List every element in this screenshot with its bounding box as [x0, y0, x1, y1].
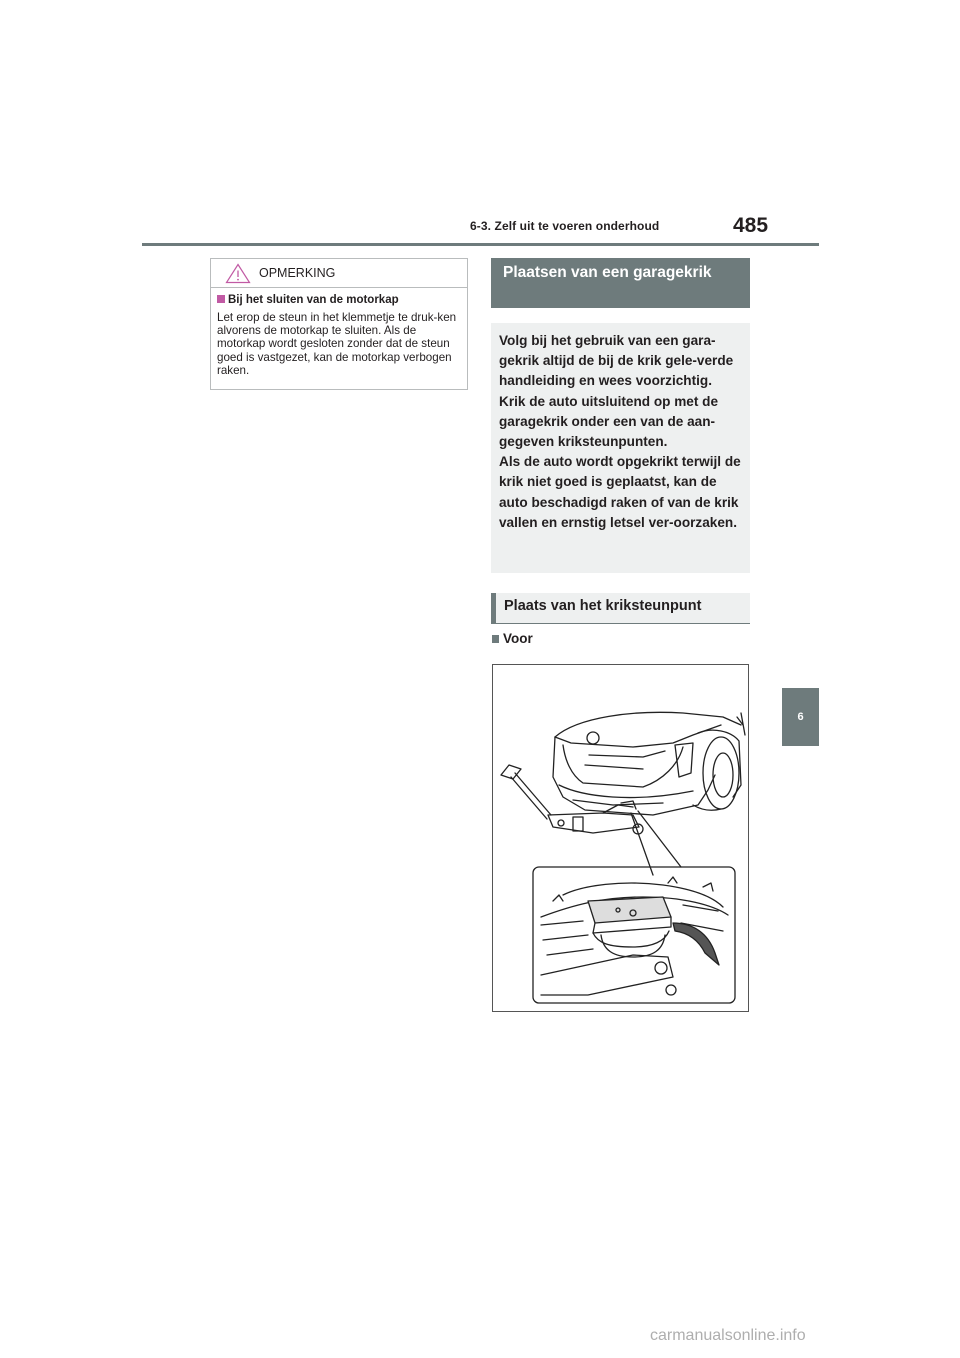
- subheading-front: [492, 631, 533, 646]
- notice-body: Let erop de steun in het klemmetje te druk-ken alvorens de motorkap te sluiten. Als de motorkap wordt gesloten zonder dat de steun goed is vastgezet, kan de motorkap verbogen raken.: [217, 311, 457, 377]
- square-bullet-icon: [217, 295, 225, 303]
- warning-text: Volg bij het gebruik van een gara-gekrik altijd de bij de krik gele-verde handleiding en wees voorzichtig. Krik de auto uitsluitend op met de garagekrik onder een van de aan-gegeven kriksteunpunten. Als de auto wordt opgekrikt terwijl de krik niet goed is geplaatst, kan de auto beschadigd raken of van de krik vallen en ernstig letsel ver-oorzaken.: [499, 333, 741, 530]
- notice-subheading: [217, 294, 399, 306]
- chapter-number: 6: [797, 711, 804, 723]
- warning-triangle-icon: [225, 263, 251, 284]
- jack-point-detail-drawing: [541, 877, 728, 995]
- page-number: 485: [733, 214, 769, 237]
- car-jack-drawing: [493, 665, 748, 1011]
- notice-header: [211, 259, 467, 288]
- floor-jack-drawing: [501, 765, 643, 834]
- chapter-title-vertical: [783, 760, 819, 920]
- car-front-drawing: [553, 712, 745, 815]
- chapter-tab: [782, 688, 819, 746]
- subheading-front-text: Voor: [503, 631, 533, 646]
- watermark: carmanualsonline.info: [650, 1327, 806, 1344]
- notice-box: [210, 258, 468, 390]
- square-bullet-icon: [492, 635, 499, 643]
- warning-box: [491, 323, 750, 573]
- header-section-title: 6-3. Zelf uit te voeren onderhoud: [470, 219, 660, 233]
- jack-point-illustration: [492, 664, 749, 1012]
- header-rule: [142, 243, 819, 246]
- notice-title: OPMERKING: [259, 266, 336, 280]
- section-heading-jack: Plaatsen van een garagekrik: [491, 258, 750, 308]
- notice-subheading-text: Bij het sluiten van de motorkap: [228, 294, 399, 306]
- section-heading-jack-points: Plaats van het kriksteunpunt: [491, 593, 750, 624]
